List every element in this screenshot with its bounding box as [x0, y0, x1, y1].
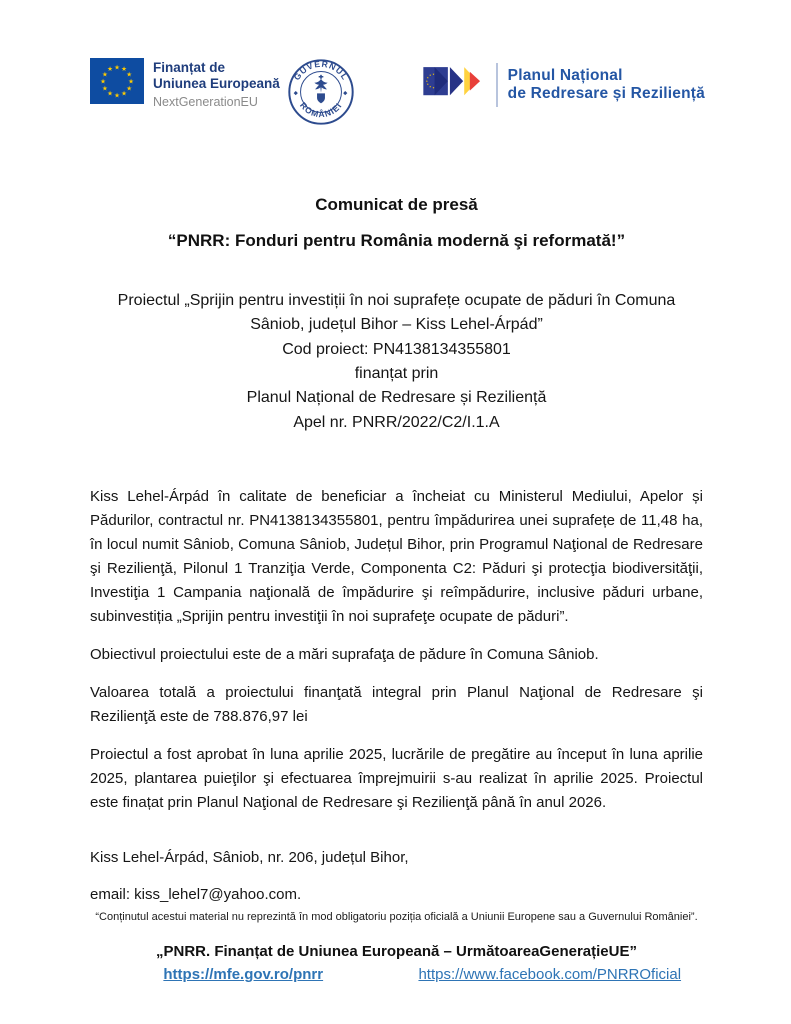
- pnrr-logo-line1: Planul Național: [507, 66, 623, 84]
- mfe-pnrr-link[interactable]: https://mfe.gov.ro/pnrr: [163, 966, 324, 983]
- eu-flag-icon: [90, 58, 144, 104]
- svg-text:◆: ◆: [343, 90, 348, 97]
- project-code: Cod proiect: PN4138134355801: [282, 340, 511, 358]
- document-body: [90, 195, 703, 923]
- project-info-block: [90, 289, 703, 435]
- pnrr-logo-line2: de Redresare și Reziliență: [507, 85, 705, 102]
- romanian-government-seal-icon: [288, 59, 354, 125]
- svg-text:★: ★: [429, 85, 432, 89]
- pnrr-logo-divider: [496, 63, 498, 107]
- svg-text:★: ★: [425, 79, 429, 83]
- svg-text:★: ★: [121, 66, 127, 74]
- svg-text:★: ★: [107, 66, 113, 74]
- svg-text:GUVERNUL: GUVERNUL: [291, 59, 351, 83]
- svg-text:★: ★: [432, 73, 435, 77]
- svg-text:★: ★: [114, 64, 120, 72]
- pnrr-logo-icon: [422, 62, 486, 108]
- footer-tagline: „PNRR. Finanțat de Uniunea Europeană – UrmătoareaGenerațieUE”: [156, 943, 637, 960]
- svg-text:★: ★: [429, 74, 432, 78]
- document-footer: [90, 911, 703, 984]
- project-call-number: Apel nr. PNRR/2022/C2/I.1.A: [293, 413, 500, 431]
- svg-text:★: ★: [101, 71, 108, 79]
- eu-logo-line3: NextGenerationEU: [153, 94, 258, 109]
- footer-links: [90, 966, 703, 984]
- press-release-title: Comunicat de presă: [315, 195, 478, 214]
- svg-text:★: ★: [432, 86, 435, 90]
- logo-header: [90, 58, 705, 125]
- contact-address: Kiss Lehel-Árpád, Sâniob, nr. 206, județul Bihor,: [90, 848, 409, 866]
- paragraph-contract: Kiss Lehel-Árpád în calitate de beneficiar a încheiat cu Ministerul Mediului, Apelor și Pădurilor, contractul nr. PN4138134355801, pentru împădurirea unei suprafețe de 11,48 ha, în locul numit Sâniob, Comuna Sâniob, Județul Bihor, prin Programul Naţional de Redresare şi Rezilienţă, Pilonul 1 Tranziţia Verde, Componenta C2: Păduri şi protecţia biodiversităţii, Investiţia 1 Campania naţională de împădurire şi reîmpădurire, inclusive păduri urbane, subinvestiția „Sprijin pentru investiţii în noi suprafeţe ocupate de păduri”.: [90, 487, 703, 625]
- svg-text:ROMÂNIEI: ROMÂNIEI: [297, 100, 344, 120]
- svg-text:★: ★: [114, 92, 120, 100]
- facebook-pnrr-link[interactable]: https://www.facebook.com/PNRROficial: [418, 966, 682, 983]
- pnrr-logo: [422, 62, 705, 108]
- svg-text:★: ★: [101, 85, 108, 93]
- footer-disclaimer: “Conținutul acestui material nu reprezintă în mod obligatoriu poziția oficială a Uniunii Europene sau a Guvernului României”.: [95, 911, 698, 923]
- svg-text:★: ★: [426, 76, 430, 80]
- project-name: Proiectul „Sprijin pentru investiții în noi suprafețe ocupate de păduri în Comuna Sâniob, județul Bihor – Kiss Lehel-Árpád”: [117, 292, 676, 334]
- paragraph-timeline: Proiectul a fost aprobat în luna aprilie 2025, lucrările de pregătire au început în luna aprilie 2025, plantarea puieţilor şi efectuarea împrejmuirii s-au realizat în aprilie 2025. Proiectul este finațat prin Planul Naţional de Redresare şi Rezilienţă până în anul 2026.: [90, 745, 703, 811]
- project-funded-by: finanțat prin: [354, 364, 439, 382]
- svg-text:★: ★: [121, 90, 127, 98]
- svg-text:★: ★: [107, 90, 113, 98]
- project-plan: Planul Național de Redresare și Reziliență: [246, 389, 547, 407]
- eu-logo-line2: Uniunea Europeană: [153, 76, 280, 92]
- svg-text:★: ★: [426, 83, 430, 87]
- eu-funding-logo: [90, 58, 280, 110]
- svg-text:★: ★: [100, 78, 106, 86]
- eu-logo-line1: Finanțat de: [153, 60, 226, 75]
- svg-text:★: ★: [128, 78, 134, 86]
- pnrr-logo-text: [508, 67, 705, 104]
- svg-text:◆: ◆: [293, 90, 298, 97]
- contact-email: email: kiss_lehel7@yahoo.com.: [90, 885, 302, 903]
- press-release-subtitle: “PNRR: Fonduri pentru România modernă şi reformată!”: [167, 231, 626, 250]
- contact-block: [90, 849, 703, 903]
- eu-logo-text: [153, 58, 280, 110]
- svg-text:★: ★: [126, 71, 133, 79]
- paragraph-value: Valoarea totală a proiectului finanţată integral prin Planul Naţional de Redresare şi Rezilienţă este de 788.876,97 lei: [90, 683, 703, 725]
- paragraph-objective: Obiectivul proiectului este de a mări suprafaţa de pădure în Comuna Sâniob.: [90, 645, 599, 663]
- svg-text:★: ★: [126, 85, 133, 93]
